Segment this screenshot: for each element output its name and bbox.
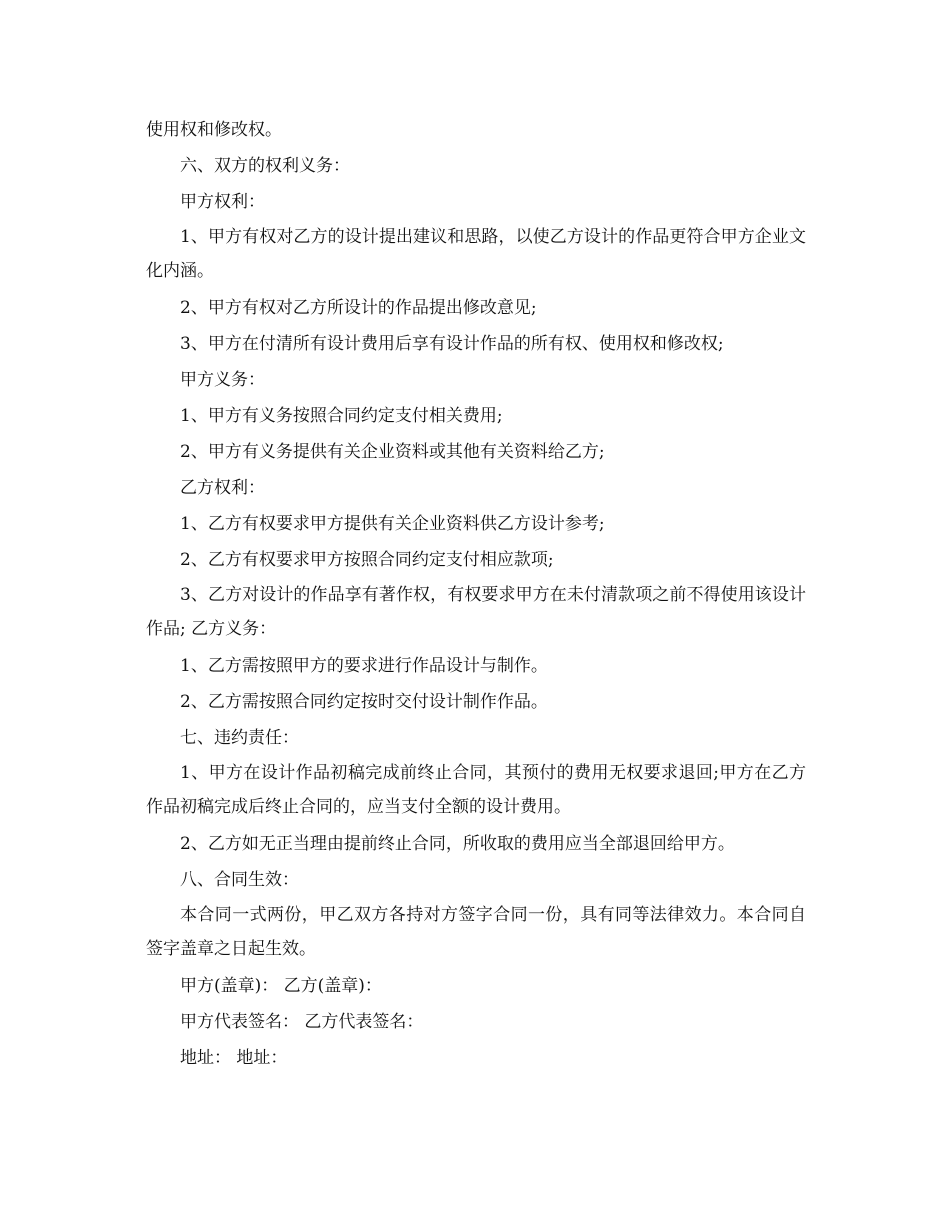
subheading-party-a-rights: 甲方权利： <box>180 192 265 212</box>
clause-a-obligation-1: 1、甲方有义务按照合同约定支付相关费用; <box>180 406 503 426</box>
subheading-party-a-obligations: 甲方义务： <box>180 370 265 390</box>
subheading-party-b-rights: 乙方权利： <box>180 478 265 498</box>
section-heading-effectiveness: 八、合同生效： <box>180 870 299 890</box>
clause-a-obligation-2: 2、甲方有义务提供有关企业资料或其他有关资料给乙方; <box>180 442 605 462</box>
signature-line-representative: 甲方代表签名： 乙方代表签名： <box>180 1012 424 1032</box>
clause-effectiveness: 本合同一式两份，甲乙双方各持对方签字合同一份，具有同等法律效力。本合同自签字盖章之日起生效。 <box>146 905 806 959</box>
clause-breach-2: 2、乙方如无正当理由提前终止合同，所收取的费用应当全部退回给甲方。 <box>180 834 735 854</box>
clause-b-right-1: 1、乙方有权要求甲方提供有关企业资料供乙方设计参考; <box>180 514 605 534</box>
section-heading-rights-obligations: 六、双方的权利义务： <box>180 156 350 176</box>
clause-b-right-3: 3、乙方对设计的作品享有著作权，有权要求甲方在未付清款项之前不得使用该设计作品; 乙方义务： <box>146 585 806 639</box>
paragraph-continuation: 使用权和修改权。 <box>146 120 282 140</box>
contract-body <box>146 112 806 1076</box>
clause-a-right-3: 3、甲方在付清所有设计费用后享有设计作品的所有权、使用权和修改权; <box>180 334 724 354</box>
clause-b-obligation-1: 1、乙方需按照甲方的要求进行作品设计与制作。 <box>180 656 548 676</box>
signature-line-seal: 甲方(盖章)： 乙方(盖章)： <box>180 976 382 996</box>
clause-breach-1: 1、甲方在设计作品初稿完成前终止合同，其预付的费用无权要求退回;甲方在乙方作品初稿完成后终止合同的，应当支付全额的设计费用。 <box>146 763 806 817</box>
clause-a-right-2: 2、甲方有权对乙方所设计的作品提出修改意见; <box>180 298 537 318</box>
signature-line-address: 地址： 地址： <box>180 1048 288 1068</box>
clause-a-right-1: 1、甲方有权对乙方的设计提出建议和思路，以使乙方设计的作品更符合甲方企业文化内涵。 <box>146 227 806 281</box>
clause-b-obligation-2: 2、乙方需按照合同约定按时交付设计制作作品。 <box>180 692 548 712</box>
clause-b-right-2: 2、乙方有权要求甲方按照合同约定支付相应款项; <box>180 550 554 570</box>
section-heading-breach: 七、违约责任： <box>180 728 299 748</box>
